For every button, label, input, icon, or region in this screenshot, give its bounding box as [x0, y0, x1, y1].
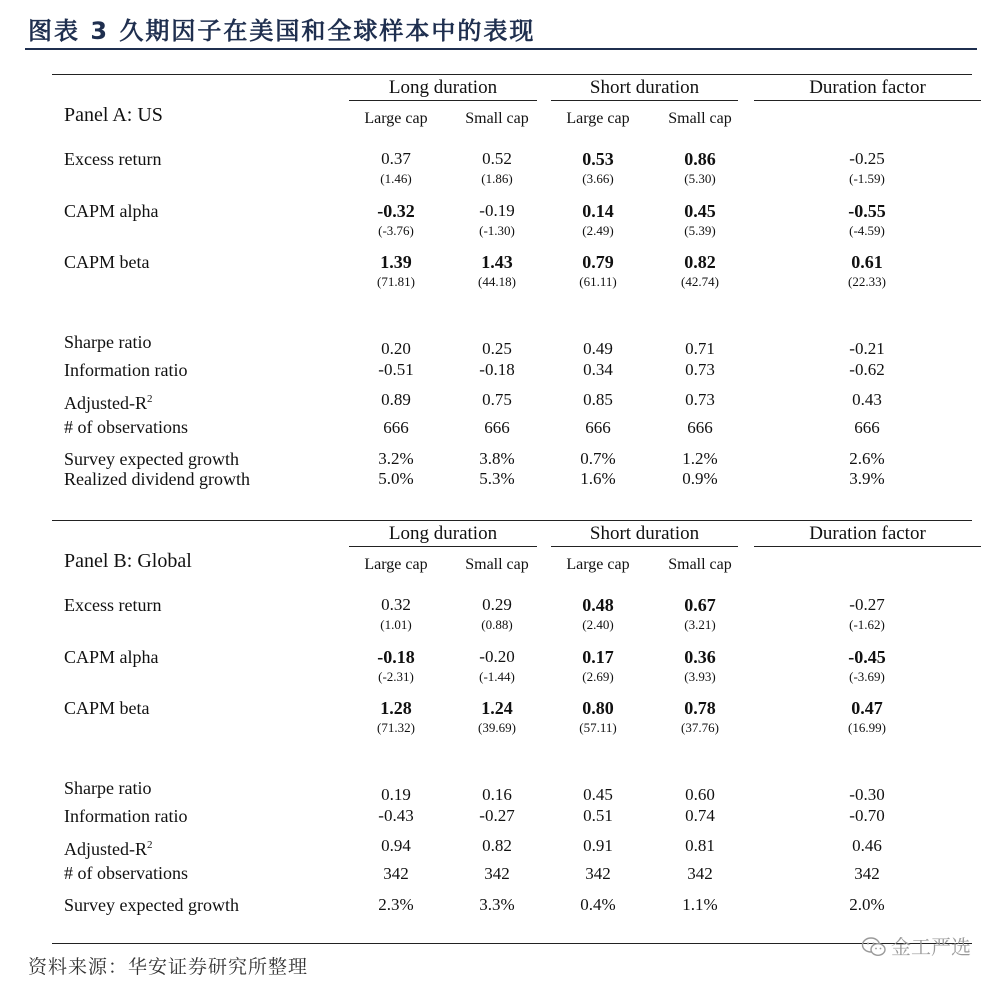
data-cell: 1.1%: [682, 895, 718, 914]
row-label-text: Sharpe ratio: [64, 332, 152, 352]
data-cell: 0.78: [684, 698, 716, 718]
data-cell: 0.71: [685, 339, 715, 358]
row-label: [64, 777, 151, 799]
row-label-text: Information ratio: [64, 806, 188, 826]
data-cell: 666: [687, 418, 713, 437]
t-stat-cell: (37.76): [681, 720, 719, 735]
data-cell: -0.55: [848, 201, 886, 221]
data-cell: 1.2%: [682, 449, 718, 468]
data-cell: 342: [687, 864, 713, 883]
group-header: Short duration: [551, 522, 738, 547]
figure-title: 图表 3 久期因子在美国和全球样本中的表现: [28, 17, 536, 45]
data-cell: 5.0%: [378, 469, 414, 488]
data-cell: -0.21: [849, 339, 885, 358]
data-cell: -0.51: [378, 360, 414, 379]
data-cell: 666: [484, 418, 510, 437]
data-cell: -0.25: [849, 149, 885, 168]
superscript: 2: [147, 839, 153, 851]
row-label: CAPM alpha: [64, 647, 159, 667]
data-cell: 1.43: [481, 252, 513, 272]
data-cell: 0.20: [381, 339, 411, 358]
data-cell: 0.91: [583, 836, 613, 855]
t-stat-cell: (-1.30): [479, 223, 515, 238]
data-cell: 0.80: [582, 698, 614, 718]
row-label: CAPM beta: [64, 252, 150, 272]
data-cell: 1.28: [380, 698, 412, 718]
data-cell: 2.6%: [849, 449, 885, 468]
data-cell: 342: [383, 864, 409, 883]
data-cell: -0.70: [849, 806, 885, 825]
row-label: [64, 388, 153, 414]
sub-header: Small cap: [465, 556, 529, 573]
t-stat-cell: (-4.59): [849, 223, 885, 238]
row-label: [64, 359, 187, 381]
data-cell: -0.19: [479, 201, 515, 220]
data-cell: 0.67: [684, 595, 716, 615]
wechat-icon: [861, 936, 887, 958]
data-cell: -0.27: [479, 806, 515, 825]
data-cell: -0.18: [479, 360, 515, 379]
data-cell: -0.32: [377, 201, 415, 221]
data-cell: 0.82: [684, 252, 716, 272]
data-cell: 0.29: [482, 595, 512, 614]
t-stat-cell: (61.11): [579, 274, 617, 289]
t-stat-cell: (-2.31): [378, 669, 414, 684]
data-cell: 0.4%: [580, 895, 616, 914]
data-cell: 2.0%: [849, 895, 885, 914]
group-header: Short duration: [551, 76, 738, 101]
panel-title: Panel B: Global: [64, 550, 192, 572]
data-cell: 1.6%: [580, 469, 616, 488]
data-cell: 0.48: [582, 595, 614, 615]
data-cell: 3.9%: [849, 469, 885, 488]
panel-top-rule: [52, 520, 972, 521]
data-cell: 0.89: [381, 390, 411, 409]
t-stat-cell: (1.86): [481, 171, 513, 186]
data-cell: -0.18: [377, 647, 415, 667]
data-cell: 0.9%: [682, 469, 718, 488]
row-label-text: Adjusted-R: [64, 839, 147, 859]
sub-header: Large cap: [566, 556, 630, 573]
group-header: Duration factor: [754, 522, 981, 547]
data-cell: -0.20: [479, 647, 515, 666]
t-stat-cell: (1.01): [380, 617, 412, 632]
t-stat-cell: (-1.44): [479, 669, 515, 684]
data-cell: 0.37: [381, 149, 411, 168]
source-note: 资料来源：华安证券研究所整理: [28, 956, 309, 978]
data-cell: 3.2%: [378, 449, 414, 468]
t-stat-cell: (71.81): [377, 274, 415, 289]
data-cell: -0.27: [849, 595, 885, 614]
data-cell: 0.45: [684, 201, 716, 221]
panel-title: Panel A: US: [64, 104, 163, 126]
row-label-text: Survey expected growth: [64, 895, 239, 915]
t-stat-cell: (1.46): [380, 171, 412, 186]
data-cell: 0.74: [685, 806, 715, 825]
row-label-text: Realized dividend growth: [64, 469, 250, 489]
data-cell: -0.43: [378, 806, 414, 825]
group-header: Duration factor: [754, 76, 981, 101]
t-stat-cell: (3.93): [684, 669, 716, 684]
row-label: CAPM alpha: [64, 201, 159, 221]
row-label: [64, 416, 188, 438]
panel-top-rule: [52, 74, 972, 75]
data-cell: 0.61: [851, 252, 883, 272]
data-cell: 3.8%: [479, 449, 515, 468]
data-cell: 2.3%: [378, 895, 414, 914]
title-rule: [25, 48, 977, 50]
data-cell: 0.46: [852, 836, 882, 855]
row-label-text: Survey expected growth: [64, 449, 239, 469]
t-stat-cell: (22.33): [848, 274, 886, 289]
t-stat-cell: (57.11): [579, 720, 617, 735]
data-cell: 0.75: [482, 390, 512, 409]
t-stat-cell: (42.74): [681, 274, 719, 289]
t-stat-cell: (3.21): [684, 617, 716, 632]
row-label-text: # of observations: [64, 417, 188, 437]
data-cell: 342: [854, 864, 880, 883]
row-label: Excess return: [64, 595, 162, 615]
data-cell: 0.47: [851, 698, 883, 718]
data-cell: -0.30: [849, 785, 885, 804]
group-header: Long duration: [349, 522, 537, 547]
sub-header: Large cap: [566, 110, 630, 127]
row-label-text: Information ratio: [64, 360, 188, 380]
t-stat-cell: (5.30): [684, 171, 716, 186]
data-cell: -0.45: [848, 647, 886, 667]
t-stat-cell: (5.39): [684, 223, 716, 238]
data-cell: 0.82: [482, 836, 512, 855]
data-cell: 0.17: [582, 647, 614, 667]
sub-header: Large cap: [364, 556, 428, 573]
row-label: [64, 805, 187, 827]
data-cell: 0.52: [482, 149, 512, 168]
data-cell: 0.36: [684, 647, 716, 667]
t-stat-cell: (-3.69): [849, 669, 885, 684]
row-label: [64, 468, 250, 490]
data-cell: 0.19: [381, 785, 411, 804]
group-header: Long duration: [349, 76, 537, 101]
t-stat-cell: (0.88): [481, 617, 513, 632]
data-cell: 0.32: [381, 595, 411, 614]
data-cell: 1.24: [481, 698, 513, 718]
data-cell: 666: [383, 418, 409, 437]
data-cell: 0.7%: [580, 449, 616, 468]
row-label: [64, 448, 239, 470]
data-cell: 342: [484, 864, 510, 883]
data-cell: 0.79: [582, 252, 614, 272]
data-cell: 0.73: [685, 390, 715, 409]
data-cell: 666: [854, 418, 880, 437]
t-stat-cell: (3.66): [582, 171, 614, 186]
t-stat-cell: (71.32): [377, 720, 415, 735]
data-cell: -0.62: [849, 360, 885, 379]
data-cell: 0.81: [685, 836, 715, 855]
t-stat-cell: (2.40): [582, 617, 614, 632]
data-cell: 0.53: [582, 149, 614, 169]
t-stat-cell: (2.49): [582, 223, 614, 238]
t-stat-cell: (-1.59): [849, 171, 885, 186]
row-label-text: # of observations: [64, 863, 188, 883]
row-label-text: Sharpe ratio: [64, 778, 152, 798]
row-label: [64, 331, 151, 353]
data-cell: 5.3%: [479, 469, 515, 488]
data-cell: 0.49: [583, 339, 613, 358]
data-cell: 0.14: [582, 201, 614, 221]
superscript: 2: [147, 393, 153, 405]
data-cell: 342: [585, 864, 611, 883]
data-cell: 0.34: [583, 360, 613, 379]
data-cell: 0.73: [685, 360, 715, 379]
data-cell: 0.51: [583, 806, 613, 825]
row-label: [64, 894, 239, 916]
row-label: [64, 834, 153, 860]
data-cell: 0.94: [381, 836, 411, 855]
watermark: [861, 932, 971, 962]
data-cell: 1.39: [380, 252, 412, 272]
sub-header: Small cap: [668, 556, 732, 573]
data-cell: 666: [585, 418, 611, 437]
sub-header: Large cap: [364, 110, 428, 127]
data-cell: 3.3%: [479, 895, 515, 914]
data-cell: 0.43: [852, 390, 882, 409]
sub-header: Small cap: [465, 110, 529, 127]
t-stat-cell: (16.99): [848, 720, 886, 735]
data-cell: 0.16: [482, 785, 512, 804]
data-cell: 0.45: [583, 785, 613, 804]
watermark-text: 金工严选: [891, 935, 971, 959]
t-stat-cell: (-3.76): [378, 223, 414, 238]
data-cell: 0.85: [583, 390, 613, 409]
row-label-text: Adjusted-R: [64, 393, 147, 413]
t-stat-cell: (44.18): [478, 274, 516, 289]
row-label: [64, 862, 188, 884]
data-cell: 0.86: [684, 149, 716, 169]
sub-header: Small cap: [668, 110, 732, 127]
row-label: CAPM beta: [64, 698, 150, 718]
t-stat-cell: (2.69): [582, 669, 614, 684]
data-cell: 0.60: [685, 785, 715, 804]
row-label: Excess return: [64, 149, 162, 169]
t-stat-cell: (-1.62): [849, 617, 885, 632]
data-cell: 0.25: [482, 339, 512, 358]
bottom-rule: [52, 943, 972, 944]
t-stat-cell: (39.69): [478, 720, 516, 735]
